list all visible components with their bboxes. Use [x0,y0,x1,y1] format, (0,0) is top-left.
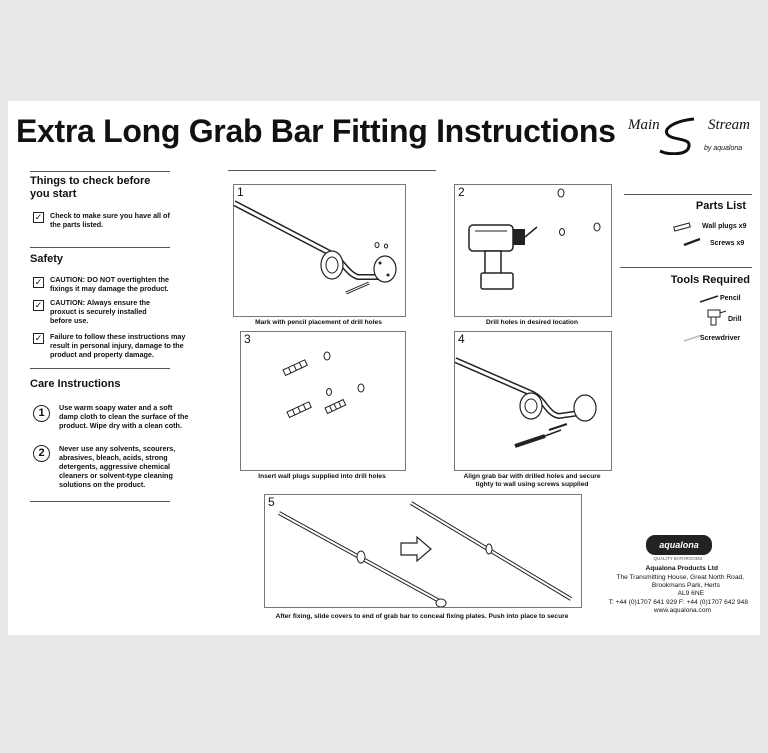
title-rule [228,170,436,171]
wall-plugs-illustration [241,332,405,470]
part-screws: Screws x9 [710,240,745,247]
tool-pencil: Pencil [720,295,741,302]
divider [30,368,170,369]
checkbox-icon: ✓ [34,277,43,287]
mainstream-logo [624,115,754,161]
pencil-icon [698,294,720,304]
tool-drill: Drill [728,316,742,323]
drill-icon [706,307,728,327]
step-2-caption: Drill holes in desired location [486,319,578,326]
step-5-panel [264,494,582,608]
page-title: Extra Long Grab Bar Fitting Instructions [16,113,616,149]
aqualona-logo: aqualona [646,535,712,555]
step-5-caption: After fixing, slide covers to end of grab bar to conceal fixing plates. Push into place to secure [275,613,569,620]
things-item: Check to make sure you have all of the parts listed. [50,211,170,229]
step-number-icon: 2 [33,445,50,462]
safety-item: Failure to follow these instructions may result in personal injury, damage to the product and property damage. [50,332,186,359]
things-heading-line1: Things to check before [30,175,151,187]
checkbox-icon: ✓ [34,300,43,310]
step-3-caption: Insert wall plugs supplied into drill holes [258,473,386,480]
step-4-caption: Align grab bar with drilled holes and secure tighty to wall using screws supplied [463,473,601,488]
company-address-line: The Transmitting House, Great North Road, [616,574,744,581]
care-item: Use warm soapy water and a soft damp cloth to clean the surface of the product. Wipe dry with a clean coth. [59,403,189,430]
company-website: www.aqualona.com [653,607,711,614]
company-address-line: Brookmans Park, Herts [651,582,720,589]
company-phone: T: +44 (0)1707 641 929 F: +44 (0)1707 642 948 [608,599,748,606]
step-5-number: 5 [268,495,275,509]
divider [624,194,752,195]
step-number-icon: 1 [33,405,50,422]
step-4-number: 4 [458,332,465,346]
divider [620,267,752,268]
logo-tagline: QUALITY BATHROOMS [653,556,703,561]
safety-item: CAUTION: Always ensure the proxuct is securely installed before use. [50,298,150,325]
step-1-panel [233,184,406,317]
things-heading-line2: you start [30,188,77,200]
care-item: Never use any solvents, scourers, abrasives, bleach, acids, strong detergents, aggressive chemical cleaners or solvent-type cleaning solutions on the product. [59,444,176,489]
secure-grab-bar-illustration [455,332,611,470]
step-4-panel [454,331,612,471]
checkbox-icon: ✓ [34,212,43,222]
step-1-caption: Mark with pencil placement of drill holes [255,319,382,326]
safety-item: CAUTION: DO NOT overtighten the fixings it may damage the product. [50,275,169,293]
step-3-number: 3 [244,332,251,346]
brand-by: by aqualona [704,145,743,152]
instruction-sheet [8,101,760,635]
parts-heading: Parts List [695,200,746,212]
company-postcode: AL9 6NE [677,590,704,597]
tool-screwdriver: Screwdriver [700,335,741,342]
step-1-number: 1 [237,185,244,199]
tools-heading: Tools Required [670,274,750,286]
company-name: Aqualona Products Ltd [645,565,718,572]
divider [30,247,170,248]
slide-covers-illustration [265,495,581,607]
drill-holes-illustration [455,185,611,316]
step-2-number: 2 [458,185,465,199]
part-wall-plugs: Wall plugs x9 [702,223,747,230]
brand-stream: Stream [708,117,750,133]
safety-heading: Safety [30,253,64,265]
step-2-panel [454,184,612,317]
step-3-panel [240,331,406,471]
grab-bar-pencil-illustration [234,185,405,316]
brand-main: Main [628,117,660,133]
care-heading: Care Instructions [30,378,121,390]
screw-icon [682,236,704,248]
wall-plug-icon [672,222,694,232]
checkbox-icon: ✓ [34,333,43,343]
divider [30,501,170,502]
divider [30,171,170,172]
